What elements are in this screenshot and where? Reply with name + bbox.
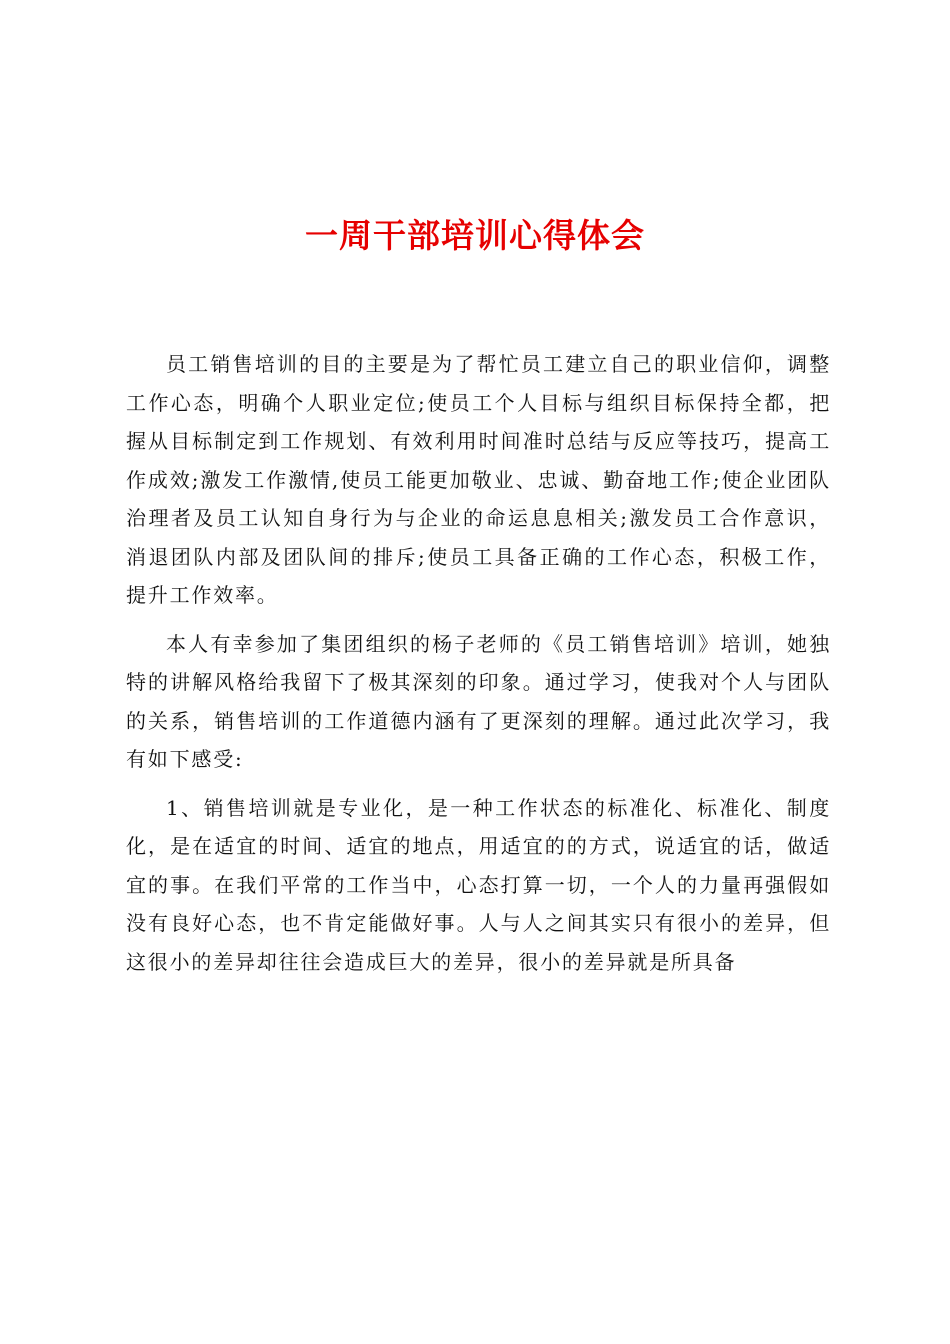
paragraph-3: 1、销售培训就是专业化，是一种工作状态的标准化、标准化、制度化，是在适宜的时间、适宜的地点，用适宜的的方式，说适宜的话，做适宜的事。在我们平常的工作当中，心态打算一切，一个人的力量再强假如没有良好心态，也不肯定能做好事。人与人之间其实只有很小的差异，但这很小的差异却往往会造成巨大的差异，很小的差异就是所具备 (126, 795, 831, 974)
paragraph-1: 员工销售培训的目的主要是为了帮忙员工建立自己的职业信仰，调整工作心态，明确个人职业定位;使员工个人目标与组织目标保持全都，把握从目标制定到工作规划、有效利用时间准时总结与反应等技巧，提高工作成效;激发工作激情,使员工能更加敬业、忠诚、勤奋地工作;使企业团队治理者及员工认知自身行为与企业的命运息息相关;激发员工合作意识，消退团队内部及团队间的排斥;使员工具备正确的工作心态，积极工作，提升工作效率。 (126, 352, 831, 607)
document-body (126, 345, 831, 991)
paragraph-2: 本人有幸参加了集团组织的杨子老师的《员工销售培训》培训，她独特的讲解风格给我留下了极其深刻的印象。通过学习，使我对个人与团队的关系，销售培训的工作道德内涵有了更深刻的理解。通过此次学习，我有如下感受: (126, 631, 831, 771)
document-title: 一周干部培训心得体会 (305, 216, 645, 255)
